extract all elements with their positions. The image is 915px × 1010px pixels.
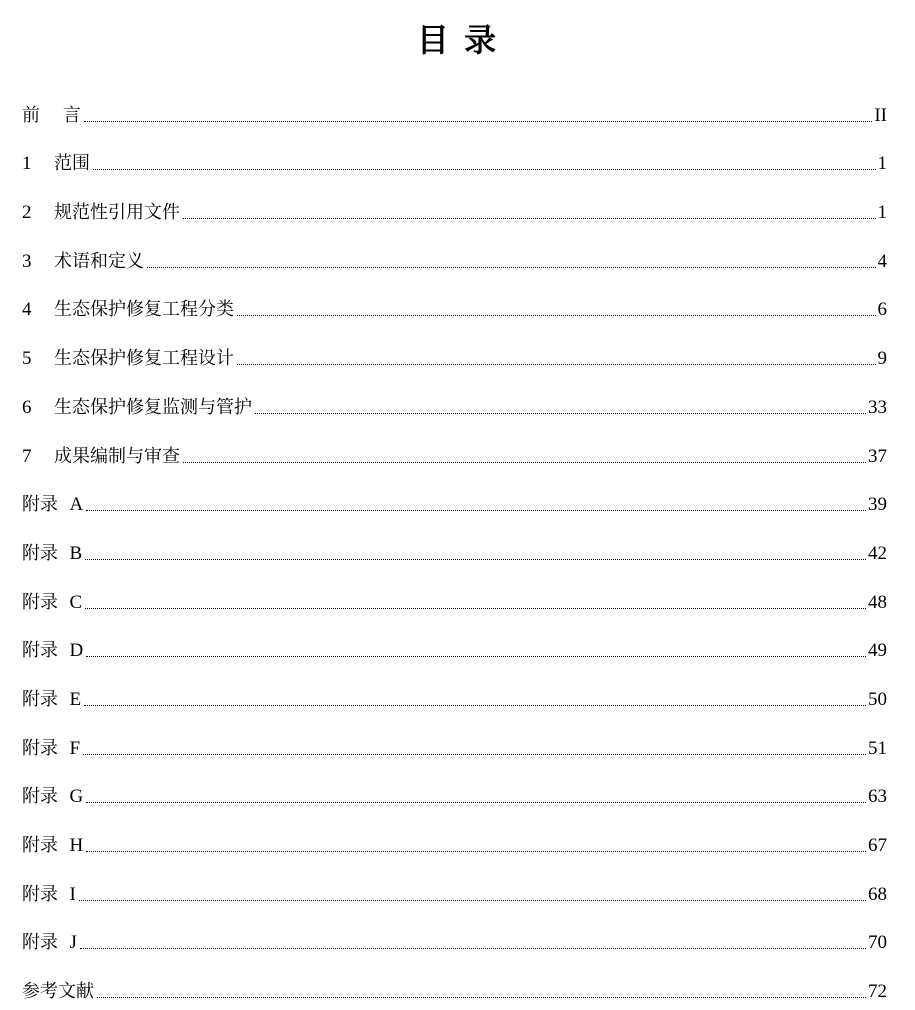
toc-entry-label: 附录 — [22, 932, 70, 954]
toc-entry-page: II — [874, 104, 887, 126]
toc-entry-appendix-a[interactable] — [22, 468, 887, 517]
toc-entry-appendix-j[interactable] — [22, 906, 887, 955]
toc-entry-label: 参考文献 — [22, 981, 94, 1003]
toc-entry-label: 附录 — [22, 835, 70, 856]
toc-entry-label: 成果编制与审查 — [54, 445, 180, 467]
toc-entry-number: 7 — [22, 445, 32, 467]
toc-entry-page: 37 — [868, 445, 887, 467]
toc-entry-references[interactable] — [22, 954, 887, 1003]
dot-leader — [83, 754, 866, 755]
toc-entry-appendix-letter: D — [69, 640, 84, 662]
toc-entry-page: 67 — [868, 835, 887, 856]
toc-entry-number: 3 — [22, 250, 32, 272]
toc-entry-appendix-h[interactable] — [22, 808, 887, 857]
toc-entry-page: 4 — [877, 250, 887, 272]
dot-leader — [255, 413, 866, 414]
dot-leader — [237, 364, 876, 365]
toc-entry-label: 附录 — [22, 883, 70, 905]
toc-entry-page: 33 — [868, 396, 887, 418]
toc-entry-appendix-letter: G — [69, 786, 84, 808]
toc-entry-appendix-i[interactable] — [22, 857, 887, 906]
toc-entry-label: 附录 — [22, 737, 70, 759]
dot-leader — [86, 510, 866, 511]
toc-entry-label: 生态保护修复工程设计 — [54, 348, 234, 370]
dot-leader — [93, 169, 876, 170]
dot-leader — [147, 267, 876, 268]
toc-entry-label: 附录 — [22, 542, 70, 564]
dot-leader — [237, 315, 876, 316]
dot-leader — [80, 948, 866, 949]
toc-entry-label: 生态保护修复监测与管护 — [54, 396, 252, 418]
toc-entry-appendix-g[interactable] — [22, 760, 887, 809]
dot-leader — [85, 608, 866, 609]
toc-entry-appendix-letter: A — [69, 494, 84, 516]
toc-entry-page: 51 — [868, 737, 887, 759]
dot-leader — [85, 559, 866, 560]
toc-entry-appendix-e[interactable] — [22, 662, 887, 711]
toc-entry-appendix-f[interactable] — [22, 711, 887, 760]
toc-entry-label: 附录 — [22, 591, 70, 613]
toc-entry-number: 6 — [22, 396, 32, 418]
toc-entry-preface[interactable] — [22, 78, 887, 127]
toc-entry-page: 70 — [868, 932, 887, 954]
dot-leader — [84, 121, 872, 122]
toc-entry-label: 附录 — [22, 688, 70, 710]
toc-entry-appendix-letter: H — [69, 835, 84, 856]
toc-entry-label: 前 言 — [22, 104, 81, 126]
toc-entry-appendix-letter: C — [69, 591, 83, 613]
toc-entry-7[interactable] — [22, 419, 887, 468]
toc-entry-page: 9 — [877, 348, 887, 370]
dot-leader — [86, 802, 866, 803]
toc-entry-page: 1 — [877, 202, 887, 224]
dot-leader — [86, 656, 866, 657]
toc-entry-page: 50 — [868, 688, 887, 710]
toc-entry-appendix-letter: I — [69, 883, 76, 905]
toc-entry-label: 附录 — [22, 640, 70, 662]
toc-entry-4[interactable] — [22, 273, 887, 322]
toc-entry-appendix-c[interactable] — [22, 565, 887, 614]
toc-entry-label: 生态保护修复工程分类 — [54, 299, 234, 321]
toc-entry-appendix-letter: F — [69, 737, 81, 759]
toc-entry-number: 4 — [22, 299, 32, 321]
table-of-contents — [22, 78, 887, 1003]
toc-entry-appendix-b[interactable] — [22, 516, 887, 565]
dot-leader — [183, 462, 866, 463]
toc-entry-page: 72 — [868, 981, 887, 1003]
toc-entry-page: 68 — [868, 883, 887, 905]
dot-leader — [84, 705, 866, 706]
dot-leader — [86, 851, 866, 852]
toc-entry-3[interactable] — [22, 224, 887, 273]
toc-entry-page: 6 — [877, 299, 887, 321]
toc-entry-label: 术语和定义 — [54, 250, 144, 272]
toc-entry-number: 1 — [22, 153, 32, 175]
toc-entry-5[interactable] — [22, 321, 887, 370]
toc-entry-number: 5 — [22, 348, 32, 370]
toc-entry-page: 39 — [868, 494, 887, 516]
toc-entry-page: 49 — [868, 640, 887, 662]
toc-entry-label: 附录 — [22, 786, 70, 808]
toc-entry-page: 48 — [868, 591, 887, 613]
toc-entry-label: 附录 — [22, 494, 70, 516]
dot-leader — [183, 218, 876, 219]
dot-leader — [79, 900, 866, 901]
toc-entry-appendix-letter: J — [69, 932, 77, 954]
toc-entry-label: 范围 — [54, 153, 90, 175]
toc-entry-appendix-letter: B — [69, 542, 83, 564]
toc-entry-6[interactable] — [22, 370, 887, 419]
toc-entry-label: 规范性引用文件 — [54, 202, 180, 224]
toc-entry-number: 2 — [22, 202, 32, 224]
toc-entry-appendix-letter: E — [69, 688, 82, 710]
page-title: 目 录 — [416, 21, 499, 59]
toc-entry-2[interactable] — [22, 175, 887, 224]
toc-entry-1[interactable] — [22, 127, 887, 176]
dot-leader — [97, 997, 866, 998]
toc-entry-appendix-d[interactable] — [22, 614, 887, 663]
toc-entry-page: 42 — [868, 542, 887, 564]
toc-entry-page: 1 — [877, 153, 887, 175]
toc-entry-page: 63 — [868, 786, 887, 808]
